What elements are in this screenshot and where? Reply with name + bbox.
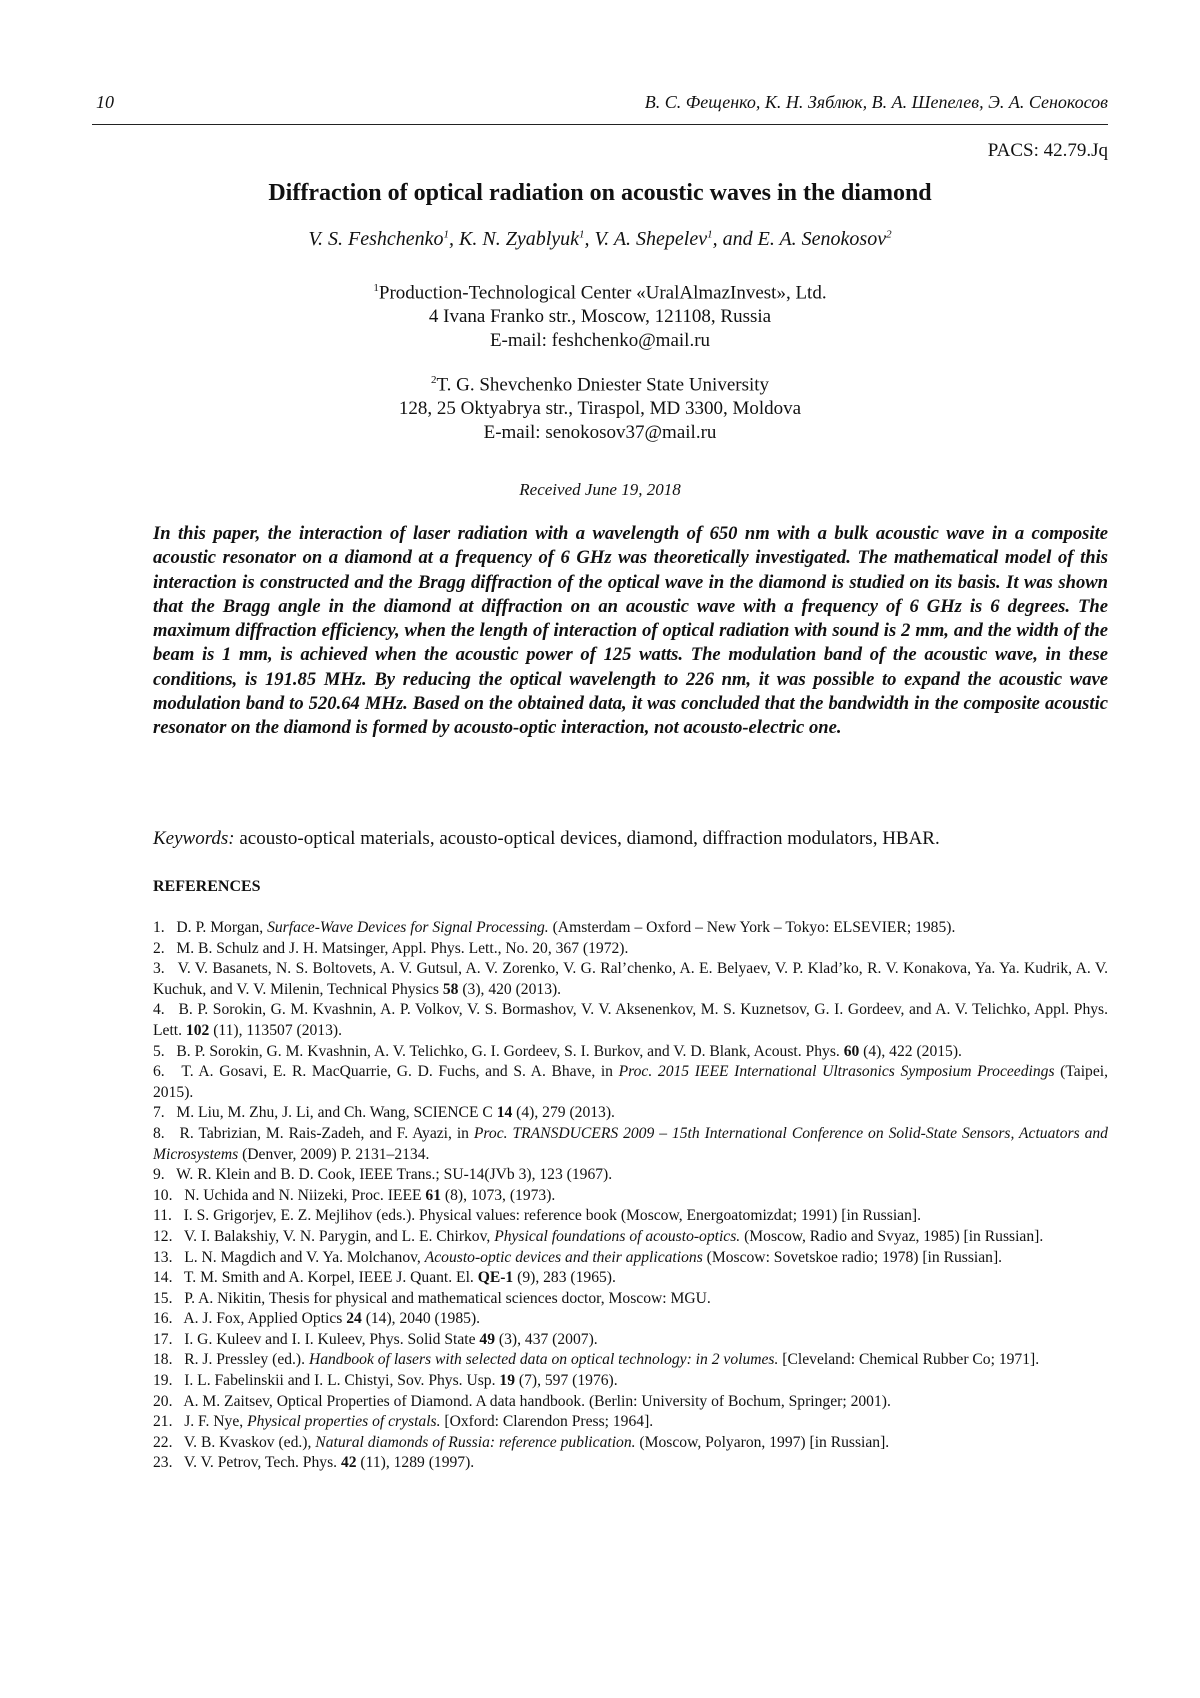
author-name: E. A. Senokosov: [758, 228, 887, 250]
affiliation-line: [0, 329, 1200, 353]
reference-number: 21.: [153, 1413, 184, 1430]
reference-item: [153, 1433, 1108, 1454]
reference-text: 60: [844, 1043, 860, 1060]
received-date: Received June 19, 2018: [0, 480, 1200, 500]
affiliation-mark: 1: [444, 228, 450, 240]
reference-number: 23.: [153, 1454, 184, 1471]
reference-text: M. Liu, M. Zhu, J. Li, and Ch. Wang, SCIENCE C: [176, 1104, 496, 1121]
reference-number: 16.: [153, 1310, 183, 1327]
reference-item: [153, 1309, 1108, 1330]
reference-text: T. A. Gosavi, E. R. MacQuarrie, G. D. Fuchs, and S. A. Bhave, in: [181, 1063, 618, 1080]
reference-number: 1.: [153, 919, 176, 936]
affiliation-mark: 1: [579, 228, 585, 240]
reference-text: B. P. Sorokin, G. M. Kvashnin, A. V. Telichko, G. I. Gordeev, S. I. Burkov, and V. D. Blank, Acoust. Phys.: [176, 1043, 843, 1060]
reference-text: 49: [479, 1331, 495, 1348]
reference-text: (4), 279 (2013).: [512, 1104, 615, 1121]
reference-text: V. B. Kvaskov (ed.),: [184, 1434, 315, 1451]
reference-text: V. I. Balakshiy, V. N. Parygin, and L. E. Chirkov,: [184, 1228, 494, 1245]
reference-item: [153, 1453, 1108, 1474]
reference-item: [153, 1124, 1108, 1165]
reference-item: [153, 1103, 1108, 1124]
reference-number: 8.: [153, 1125, 180, 1142]
author-name: K. N. Zyablyuk: [459, 228, 579, 250]
reference-text: (9), 283 (1965).: [513, 1269, 616, 1286]
running-header: [96, 92, 1108, 113]
pacs-code: PACS: 42.79.Jq: [988, 140, 1108, 162]
reference-text: Acousto-optic devices and their applications: [425, 1249, 703, 1266]
reference-text: J. F. Nye,: [184, 1413, 247, 1430]
reference-number: 18.: [153, 1351, 184, 1368]
keywords: [153, 828, 1108, 850]
reference-item: [153, 1248, 1108, 1269]
author-list: [0, 228, 1200, 251]
reference-number: 12.: [153, 1228, 184, 1245]
affiliation-line: [0, 421, 1200, 445]
reference-text: (Moscow, Polyaron, 1997) [in Russian].: [636, 1434, 890, 1451]
reference-number: 17.: [153, 1331, 184, 1348]
reference-text: Physical foundations of acousto-optics.: [494, 1228, 740, 1245]
reference-text: Natural diamonds of Russia: reference publication.: [315, 1434, 635, 1451]
reference-text: T. M. Smith and A. Korpel, IEEE J. Quant. El.: [184, 1269, 478, 1286]
reference-item: [153, 1330, 1108, 1351]
reference-item: [153, 1350, 1108, 1371]
reference-number: 22.: [153, 1434, 184, 1451]
reference-text: (8), 1073, (1973).: [441, 1187, 555, 1204]
reference-text: M. B. Schulz and J. H. Matsinger, Appl. Phys. Lett., No. 20, 367 (1972).: [176, 940, 628, 957]
author-separator: , and: [713, 228, 758, 250]
reference-number: 3.: [153, 960, 178, 977]
reference-text: (3), 420 (2013).: [458, 981, 561, 998]
affiliation-text: T. G. Shevchenko Dniester State University: [436, 374, 769, 395]
reference-item: [153, 1412, 1108, 1433]
keywords-label: Keywords:: [153, 828, 235, 849]
paper-title: Diffraction of optical radiation on acoustic waves in the diamond: [0, 180, 1200, 207]
reference-text: Surface-Wave Devices for Signal Processing.: [267, 919, 549, 936]
reference-text: (11), 113507 (2013).: [209, 1022, 342, 1039]
author-name: V. A. Shepelev: [595, 228, 708, 250]
references-heading: REFERENCES: [153, 878, 261, 896]
affiliation-text: Production-Technological Center «UralAlmazInvest», Ltd.: [379, 282, 827, 303]
reference-text: Proc. TRANSDUCERS 2009 – 15th International Conference on Solid-State Sensors, Actuators and Microsystems: [153, 1125, 1108, 1163]
reference-item: [153, 1371, 1108, 1392]
reference-text: W. R. Klein and B. D. Cook, IEEE Trans.; SU-14(JVb 3), 123 (1967).: [176, 1166, 612, 1183]
author-separator: ,: [449, 228, 459, 250]
keywords-text: acousto-optical materials, acousto-optical devices, diamond, diffraction modulators, HBAR.: [235, 828, 940, 849]
reference-number: 9.: [153, 1166, 176, 1183]
reference-text: L. N. Magdich and V. Ya. Molchanov,: [184, 1249, 425, 1266]
reference-text: I. G. Kuleev and I. I. Kuleev, Phys. Solid State: [184, 1331, 479, 1348]
reference-item: [153, 939, 1108, 960]
reference-text: A. J. Fox, Applied Optics: [183, 1310, 346, 1327]
affiliation-1: [0, 276, 1200, 353]
affiliation-text: 128, 25 Oktyabrya str., Tiraspol, MD 3300, Moldova: [399, 398, 801, 419]
reference-text: (4), 422 (2015).: [859, 1043, 962, 1060]
reference-number: 20.: [153, 1393, 183, 1410]
reference-item: [153, 959, 1108, 1000]
reference-text: V. V. Petrov, Tech. Phys.: [184, 1454, 341, 1471]
page-number: 10: [96, 92, 114, 113]
reference-text: (7), 597 (1976).: [515, 1372, 618, 1389]
reference-text: 58: [443, 981, 459, 998]
reference-text: D. P. Morgan,: [176, 919, 267, 936]
reference-number: 10.: [153, 1187, 184, 1204]
reference-item: [153, 1227, 1108, 1248]
reference-text: Handbook of lasers with selected data on optical technology: in 2 volumes.: [309, 1351, 778, 1368]
affiliation-text: 4 Ivana Franko str., Moscow, 121108, Russia: [429, 306, 771, 327]
reference-text: [Oxford: Clarendon Press; 1964].: [441, 1413, 654, 1430]
reference-text: (Moscow: Sovetskoe radio; 1978) [in Russian].: [703, 1249, 1002, 1266]
affiliation-line: [0, 305, 1200, 329]
reference-item: [153, 1268, 1108, 1289]
affiliation-mark: 2: [431, 374, 437, 386]
reference-text: [Cleveland: Chemical Rubber Co; 1971].: [778, 1351, 1039, 1368]
reference-number: 7.: [153, 1104, 176, 1121]
affiliation-mark: 2: [886, 228, 892, 240]
affiliation-line: [0, 368, 1200, 397]
header-rule: [92, 124, 1108, 125]
affiliation-mark: 1: [373, 282, 379, 294]
abstract: In this paper, the interaction of laser radiation with a wavelength of 650 nm with a bulk acoustic wave in a composite acoustic resonator on a diamond at a frequency of 6 GHz was theoretically investigated. The mathematical model of this interaction is constructed and the Bragg diffraction of the optical wave in the diamond is studied on its basis. It was shown that the Bragg angle in the diamond at diffraction on an acoustic wave with a frequency of 6 GHz is 6 degrees. The maximum diffraction efficiency, when the length of interaction of optical radiation with sound is 2 mm, and the width of the beam is 1 mm, is achieved when the acoustic power of 125 watts. The modulation band of the acoustic wave, in these conditions, is 191.85 MHz. By reducing the optical wavelength to 226 nm, it was possible to expand the acoustic wave modulation band to 520.64 MHz. Based on the obtained data, it was concluded that the bandwidth in the composite acoustic resonator on the diamond is formed by acousto-optic interaction, not acousto-electric one.: [153, 522, 1108, 741]
reference-text: 61: [425, 1187, 441, 1204]
reference-number: 11.: [153, 1207, 184, 1224]
author-name: V. S. Feshchenko: [308, 228, 443, 250]
reference-item: [153, 1289, 1108, 1310]
reference-text: (3), 437 (2007).: [495, 1331, 598, 1348]
reference-text: I. S. Grigorjev, E. Z. Mejlihov (eds.). Physical values: reference book (Moscow, Energoatomizdat; 1991) [in Russian].: [184, 1207, 921, 1224]
reference-text: 42: [341, 1454, 357, 1471]
reference-item: [153, 918, 1108, 939]
reference-text: R. Tabrizian, M. Rais-Zadeh, and F. Ayazi, in: [180, 1125, 474, 1142]
reference-text: R. J. Pressley (ed.).: [184, 1351, 309, 1368]
reference-text: N. Uchida and N. Niizeki, Proc. IEEE: [184, 1187, 425, 1204]
affiliation-line: [0, 276, 1200, 305]
reference-text: 102: [186, 1022, 209, 1039]
reference-text: (11), 1289 (1997).: [357, 1454, 475, 1471]
reference-number: 2.: [153, 940, 176, 957]
running-authors: В. С. Фещенко, К. Н. Зяблюк, В. А. Шепелев, Э. А. Сенокосов: [645, 92, 1108, 113]
affiliation-mark: 1: [707, 228, 713, 240]
reference-number: 6.: [153, 1063, 181, 1080]
reference-item: [153, 1165, 1108, 1186]
reference-text: QE-1: [478, 1269, 514, 1286]
reference-item: [153, 1186, 1108, 1207]
author-separator: ,: [585, 228, 595, 250]
reference-number: 4.: [153, 1001, 178, 1018]
reference-text: A. M. Zaitsev, Optical Properties of Diamond. A data handbook. (Berlin: University of Bochum, Springer; 2001).: [183, 1393, 891, 1410]
reference-item: [153, 1062, 1108, 1103]
reference-text: Physical properties of crystals.: [247, 1413, 440, 1430]
reference-number: 14.: [153, 1269, 184, 1286]
reference-text: I. L. Fabelinskii and I. L. Chistyi, Sov. Phys. Usp.: [184, 1372, 499, 1389]
reference-text: 19: [499, 1372, 515, 1389]
affiliation-line: [0, 397, 1200, 421]
paper-page: [0, 0, 1200, 1698]
reference-item: [153, 1000, 1108, 1041]
reference-item: [153, 1392, 1108, 1413]
reference-number: 5.: [153, 1043, 176, 1060]
affiliation-text: E-mail: senokosov37@mail.ru: [484, 422, 717, 443]
reference-text: 14: [497, 1104, 513, 1121]
reference-text: 24: [346, 1310, 362, 1327]
reference-text: (Moscow, Radio and Svyaz, 1985) [in Russian].: [740, 1228, 1043, 1245]
reference-text: (Amsterdam – Oxford – New York – Tokyo: ELSEVIER; 1985).: [549, 919, 956, 936]
reference-text: (Taipei, 2015).: [153, 1063, 1108, 1101]
reference-number: 19.: [153, 1372, 184, 1389]
reference-text: (14), 2040 (1985).: [362, 1310, 480, 1327]
reference-item: [153, 1206, 1108, 1227]
reference-text: B. P. Sorokin, G. M. Kvashnin, A. P. Volkov, V. S. Bormashov, V. V. Aksenenkov, M. S. Kuznetsov, G. I. Gordeev, and A. V. Telichko, Appl. Phys. Lett.: [153, 1001, 1108, 1039]
reference-text: V. V. Basanets, N. S. Boltovets, A. V. Gutsul, A. V. Zorenko, V. G. Ral’chenko, A. E. Belyaev, V. P. Klad’ko, R. V. Konakova, Ya. Ya. Kudrik, A. V. Kuchuk, and V. V. Milenin, Technical Physics: [153, 960, 1108, 998]
reference-text: P. A. Nikitin, Thesis for physical and mathematical sciences doctor, Moscow: MGU.: [184, 1290, 711, 1307]
reference-number: 13.: [153, 1249, 184, 1266]
reference-number: 15.: [153, 1290, 184, 1307]
reference-text: Proc. 2015 IEEE International Ultrasonics Symposium Proceedings: [619, 1063, 1055, 1080]
reference-list: [153, 918, 1108, 1474]
affiliation-text: E-mail: feshchenko@mail.ru: [490, 330, 710, 351]
affiliation-2: [0, 368, 1200, 445]
reference-item: [153, 1042, 1108, 1063]
reference-text: (Denver, 2009) P. 2131–2134.: [238, 1146, 429, 1163]
